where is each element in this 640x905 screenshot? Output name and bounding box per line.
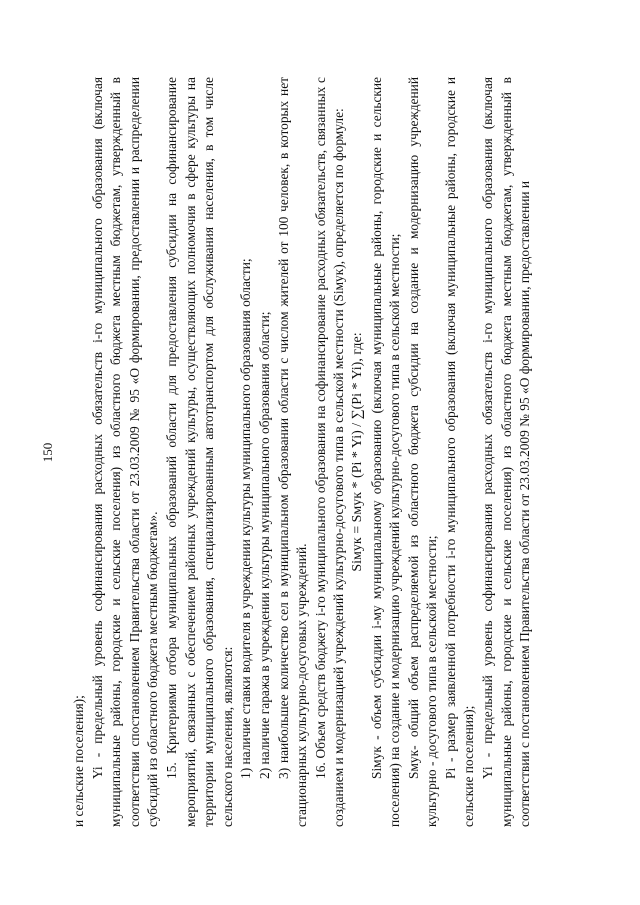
paragraph: и сельские поселения);	[71, 695, 86, 827]
definition: Sмук- общий объем распределяемой из областного бюджета субсидии на создание и модернизацию учреждений культурно - досугового типа в сельской местности;	[405, 77, 440, 827]
paragraph: Yi - предельный уровень софинансирования расходных обязательств i-го муниципального образования (включая муниципальные районы, городские и сельские поселения) из областного бюджета местным бюджетам, утвержденный в соответствии спостановлением Правительства области от 23.03.2009 № 95 «О формировании, предоставлении и распределении субсидий из областного бюджета местным бюджетам».	[89, 77, 161, 827]
definition: Siмук - объем субсидии i-му муниципальному образованию (включая муниципальные районы, городские и сельские поселения) на создание и модернизацию учреждений культурно-досугового типа в сельской местности;	[368, 77, 403, 827]
criteria-item: 3) наибольшее количество сел в муниципальном образовании области с числом жителей от 100 человек, в которых нет стационарных культурно-досуговых учреждений.	[275, 77, 310, 827]
paragraph-criteria-heading: 15. Критериями отбора муниципальных образований области для предоставления субсидии на софинансирование мероприятий, связанных с обеспечением районных учреждений культуры, осуществляющих полномочия в сфере культуры на территории муниципального образования, специализированным автотранспортом для обслуживания населения, в том числе сельского населения, являются:	[163, 77, 235, 827]
paragraph-subsidy-volume: 16. Объем средств бюджету i-го муниципального образования на софинансирование расходных обязательств, связанных с созданием и модернизацией учреждений культурно-досугового типа в сельской местности (Siмук), определяется по формуле:	[312, 77, 347, 827]
criteria-item: 1) наличие ставки водителя в учреждении культуры муниципального образования области;	[238, 258, 254, 779]
formula: Siмук = Sмук * (Pi * Yi) / ∑(Pi * Yi), где:	[349, 332, 365, 572]
document-body	[70, 77, 535, 827]
definition: Yi - предельный уровень софинансирования расходных обязательств i-го муниципального образования (включая муниципальные районы, городские и сельские поселения) из областного бюджета местным бюджетам, утвержденный в соответствии с постановлением Правительства области от 23.03.2009 № 95 «О формировании, предоставлении и	[480, 77, 533, 827]
page-number: 150	[40, 442, 55, 463]
definition: Pi - размер заявленной потребности i-го муниципального образования (включая муниципальные районы, городские и сельские поселения);	[442, 77, 477, 827]
criteria-item: 2) наличие гаража в учреждении культуры муниципального образования области;	[256, 311, 272, 779]
